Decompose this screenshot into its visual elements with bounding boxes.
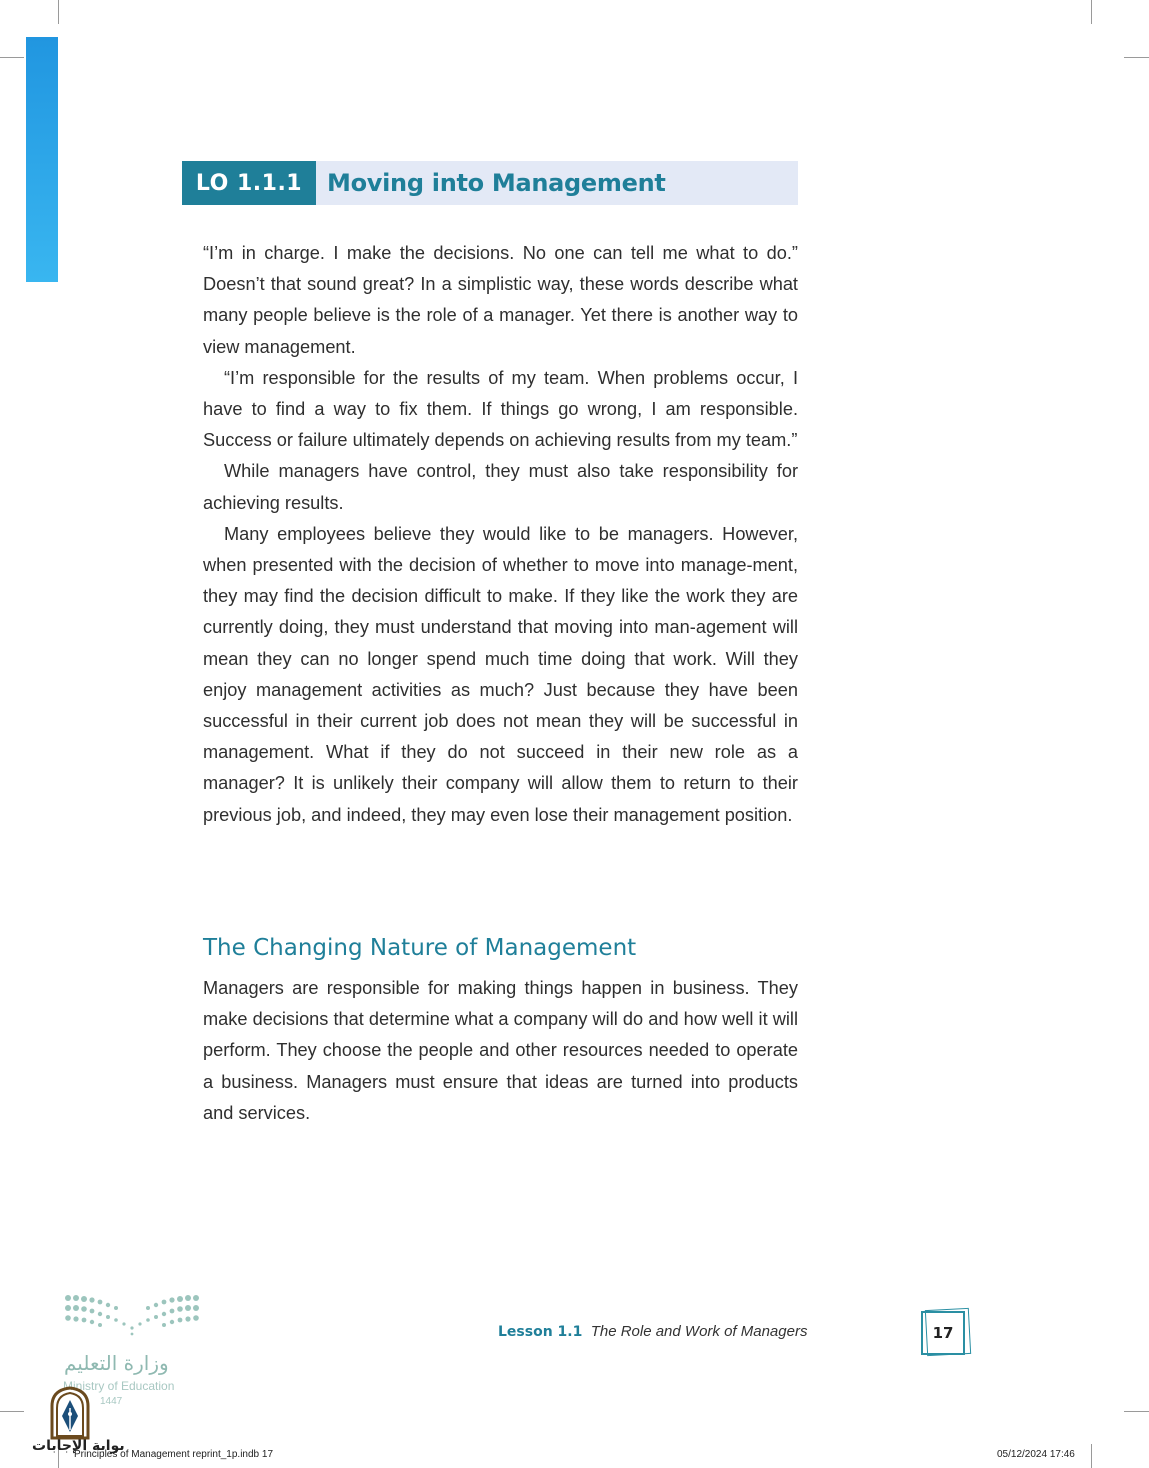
lesson-title: The Role and Work of Managers — [590, 1323, 808, 1340]
ministry-arabic-name: وزارة التعليم — [64, 1351, 169, 1375]
crop-mark — [0, 57, 24, 58]
paragraph: Managers are responsible for making things happen in business. They make decisions that determine what a company will do and how well it will perform. They choose the people and other resources needed to operate a business. Managers must ensure that ideas are turned into products and services. — [203, 978, 798, 1123]
pen-nib-arch-icon — [48, 1386, 92, 1440]
crop-mark — [58, 0, 59, 24]
print-slug-date: 05/12/2024 17:46 — [997, 1449, 1075, 1460]
lo-header — [182, 161, 798, 205]
paragraph: “I’m responsible for the results of my team. When problems occur, I have to find a way to fix them. If things go wrong, I am responsible. Success or failure ultimately depends on achieving results from my team.” — [203, 367, 798, 451]
crop-mark — [1124, 1411, 1149, 1412]
section-heading: The Changing Nature of Management — [203, 935, 637, 961]
ministry-year: 1447 — [100, 1396, 123, 1407]
crop-mark — [0, 1411, 24, 1412]
lo-title: Moving into Management — [327, 169, 666, 197]
chapter-side-tab — [26, 37, 58, 282]
print-slug-file: Principles of Management reprint_1p.indb 17 — [74, 1449, 274, 1460]
page-number: 17 — [921, 1311, 965, 1355]
lo-badge: LO 1.1.1 — [182, 161, 316, 205]
ministry-english-name: Ministry of Education — [63, 1379, 175, 1393]
section-body — [203, 973, 798, 1129]
portal-watermark-text: بوابة الإجابات — [32, 1438, 125, 1454]
lesson-label: Lesson 1.1 — [498, 1324, 583, 1340]
crop-mark — [1091, 1444, 1092, 1468]
paragraph: “I’m in charge. I make the decisions. No one can tell me what to do.” Doesn’t that sound great? In a simplistic way, these words describe what many people believe is the role of a manager. Yet there is another way to view management. — [203, 243, 798, 357]
main-body — [203, 238, 798, 831]
paragraph: Many employees believe they would like to be managers. However, when presented with the decision of whether to move into manage-ment, they may find the decision difficult to make. If they like the work they are currently doing, they must understand that moving into man-agement will mean they can no longer spend much time doing that work. Will they enjoy management activities as much? Just because they have been successful in their current job does not mean they will be successful in management. What if they do not succeed in their new role as a manager? It is unlikely their company will allow them to return to their previous job, and indeed, they may even lose their management position. — [203, 523, 798, 825]
running-footer — [498, 1323, 807, 1340]
paragraph: While managers have control, they must also take responsibility for achieving results. — [203, 461, 798, 513]
crop-mark — [1091, 0, 1092, 24]
crop-mark — [1124, 57, 1149, 58]
